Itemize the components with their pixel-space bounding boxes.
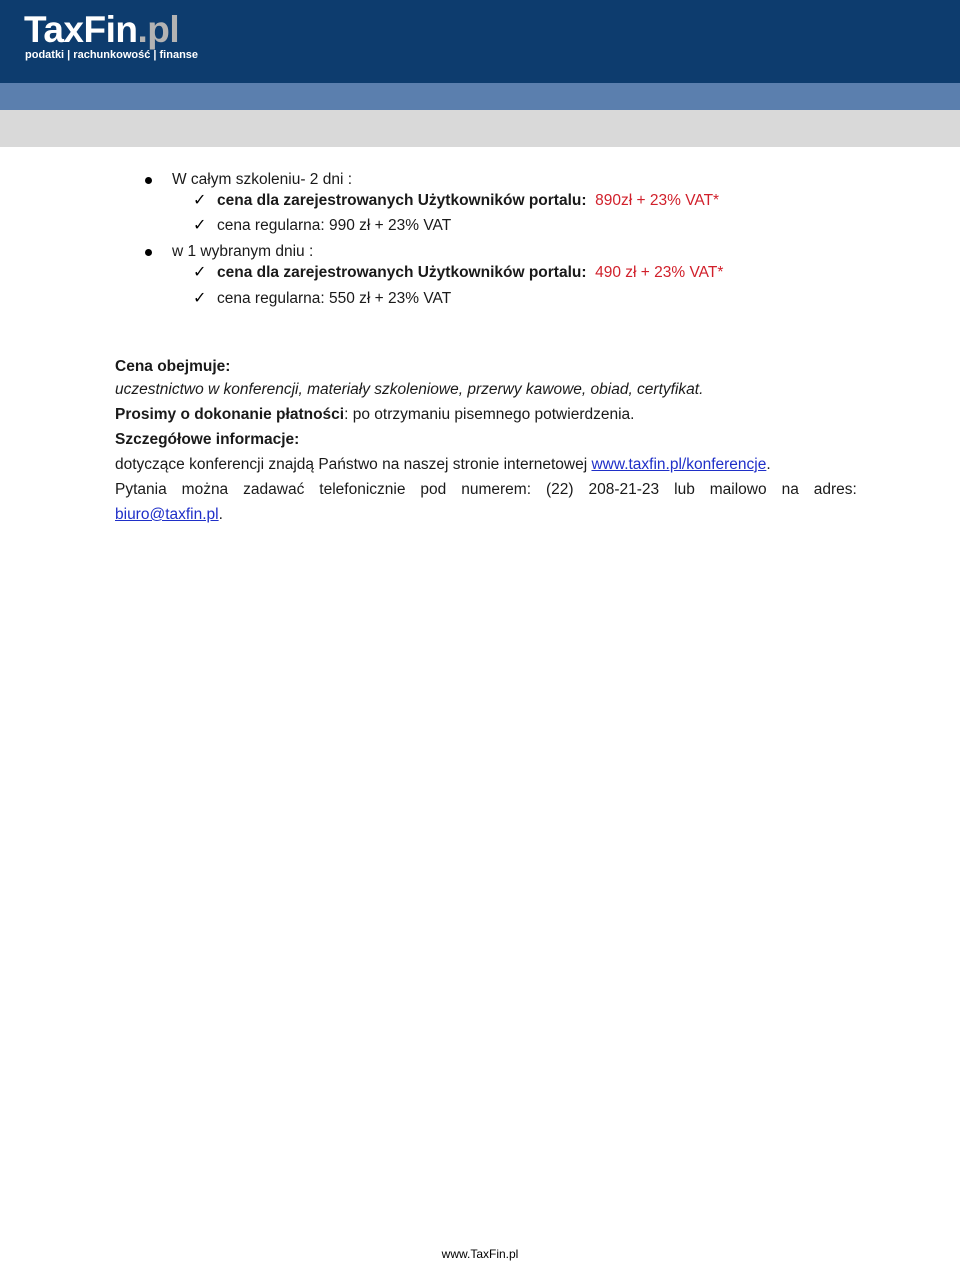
details-end: . bbox=[766, 456, 771, 473]
full-registered-line bbox=[217, 191, 719, 211]
question-word: (22) bbox=[545, 481, 574, 498]
full-training-label: W całym szkoleniu- 2 dni : bbox=[172, 171, 353, 188]
single-day-label: w 1 wybranym dniu : bbox=[172, 243, 314, 260]
footer-url[interactable]: www.TaxFin.pl bbox=[441, 1247, 519, 1261]
check-icon: ✓ bbox=[193, 215, 207, 234]
header-stripe bbox=[0, 83, 960, 110]
registered-price: 890zł + 23% VAT* bbox=[595, 192, 720, 209]
question-word: mailowo bbox=[709, 481, 767, 498]
email-line bbox=[115, 505, 223, 525]
registered-label: cena dla zarejestrowanych Użytkowników portalu: bbox=[217, 192, 587, 209]
email-end: . bbox=[218, 506, 223, 523]
question-word: można bbox=[181, 481, 229, 498]
single-regular-price: cena regularna: 550 zł + 23% VAT bbox=[217, 290, 452, 307]
logo-title bbox=[24, 10, 179, 50]
question-word: na bbox=[781, 481, 799, 498]
taxfin-logo[interactable] bbox=[24, 10, 224, 70]
bullet-icon bbox=[145, 177, 152, 184]
registered-price: 490 zł + 23% VAT* bbox=[595, 264, 724, 281]
question-word: numerem: bbox=[461, 481, 532, 498]
includes-heading: Cena obejmuje: bbox=[115, 358, 231, 375]
check-icon: ✓ bbox=[193, 288, 207, 307]
details-heading: Szczegółowe informacje: bbox=[115, 431, 300, 448]
question-word: pod bbox=[420, 481, 447, 498]
logo-main-text: TaxFin bbox=[24, 9, 138, 50]
questions-line bbox=[115, 480, 857, 500]
logo-domain-text: .pl bbox=[137, 9, 180, 50]
registered-label: cena dla zarejestrowanych Użytkowników portalu: bbox=[217, 264, 587, 281]
payment-line bbox=[115, 405, 634, 425]
question-word: adres: bbox=[813, 481, 857, 498]
single-registered-line bbox=[217, 263, 723, 283]
question-word: Pytania bbox=[115, 481, 167, 498]
question-word: telefonicznie bbox=[319, 481, 406, 498]
check-icon: ✓ bbox=[193, 262, 207, 281]
details-text: dotyczące konferencji znajdą Państwo na naszej stronie internetowej bbox=[115, 456, 592, 473]
question-word: 208-21-23 bbox=[588, 481, 660, 498]
question-word: lub bbox=[674, 481, 695, 498]
full-regular-price: cena regularna: 990 zł + 23% VAT bbox=[217, 217, 452, 234]
details-line bbox=[115, 455, 771, 475]
check-icon: ✓ bbox=[193, 190, 207, 209]
header-band-grey bbox=[0, 110, 960, 147]
logo-tagline: podatki | rachunkowość | finanse bbox=[25, 49, 199, 61]
payment-rest: : po otrzymaniu pisemnego potwierdzenia. bbox=[344, 406, 635, 423]
email-link[interactable]: biuro@taxfin.pl bbox=[115, 506, 219, 523]
payment-bold: Prosimy o dokonanie płatności bbox=[115, 406, 345, 423]
question-word: zadawać bbox=[243, 481, 305, 498]
bullet-icon bbox=[145, 249, 152, 256]
conference-link[interactable]: www.taxfin.pl/konferencje bbox=[591, 456, 767, 473]
includes-text: uczestnictwo w konferencji, materiały szkoleniowe, przerwy kawowe, obiad, certyfikat. bbox=[115, 381, 704, 398]
